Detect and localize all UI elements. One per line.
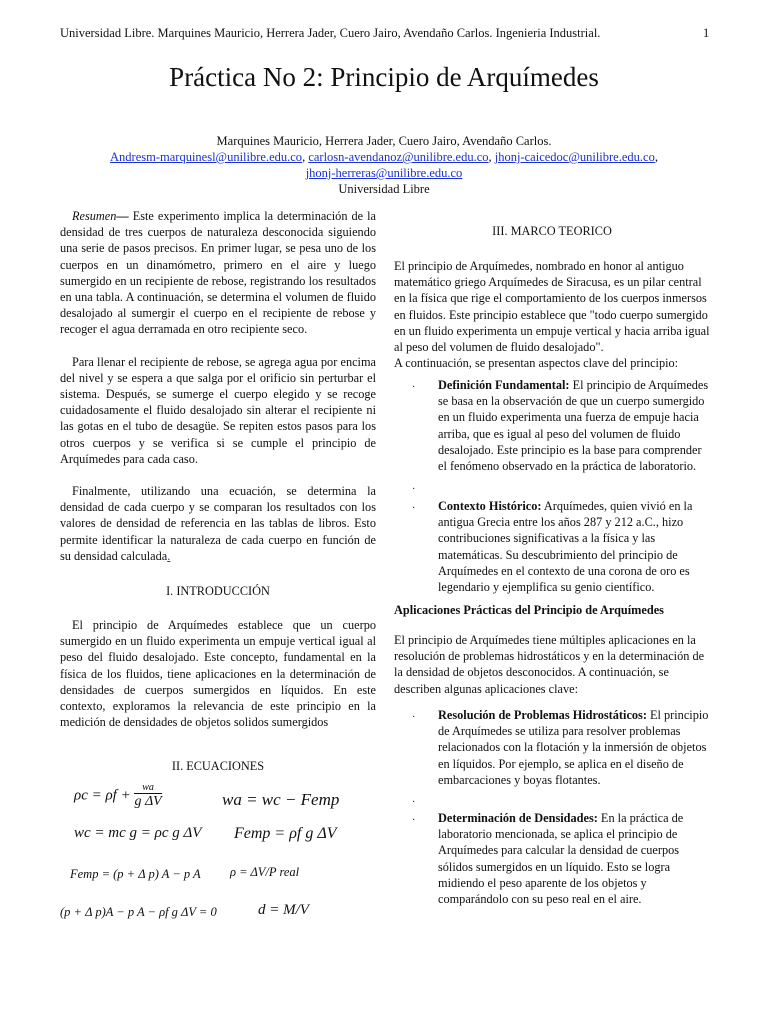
- equation-density-mass-volume: d = M/V: [258, 902, 309, 918]
- abstract-p2: Para llenar el recipiente de rebose, se agrega agua por encima del nivel y se espera a que salga por el orificio sin perturbar el sistema. Después, se sumerge el cuerpo elegido y se recoge cuidadosamente el fluido desalojado sin alterar el recipiente ni las gotas en el tubo de desagüe. Se repiten estos pasos para los otros cuerpos y se verifica si se cumple el principio de Arquímedes para cada caso.: [60, 354, 376, 466]
- item-2-title: Contexto Histórico:: [438, 499, 542, 513]
- item-3-title: Resolución de Problemas Hidrostáticos:: [438, 708, 647, 722]
- item-3-text: El principio de Arquímedes se utiliza para resolver problemas relacionados con la flotación y la inmersión de objetos en líquidos. Por ejemplo, se aplica en el diseño de embarcaciones y boyas flotantes.: [438, 708, 709, 787]
- bullet-3: ·: [412, 712, 416, 723]
- equation-apparent-weight: wa = wc − Femp: [222, 790, 340, 809]
- section-heading-marco: III. MARCO TEORICO: [492, 224, 612, 238]
- list-item-contexto: [438, 498, 710, 595]
- affiliation: Universidad Libre: [338, 182, 430, 196]
- equation-density: [74, 782, 162, 810]
- list-item-hidrostaticos: [438, 707, 710, 788]
- author-block: Marquines Mauricio, Herrera Jader, Cuero Jairo, Avendaño Carlos. Andresm-marquinesl@unilibre.edu.co, carlosn-avendanoz@unilibre.edu.co, jhonj-caicedoc@unilibre.edu.co, jhonj-herreras@unilibre.edu.co Universidad Libre: [0, 133, 768, 197]
- section-heading-equations: II. ECUACIONES: [171, 759, 265, 773]
- abstract-p3-end: .: [167, 548, 171, 563]
- item-2-text: Arquímedes, quien vivió en la antigua Grecia entre los años 287 y 212 a.C., hizo contribuciones significativas a la física y las matemáticas. Su descubrimiento del principio de Arquímedes en el contexto de una corona de oro es legendario y ejemplifica su genio científico.: [438, 499, 693, 595]
- paper-title: Práctica No 2: Principio de Arquímedes: [169, 62, 599, 92]
- section-heading-intro: I. INTRODUCCIÓN: [166, 584, 270, 598]
- marco-lead: A continuación, se presentan aspectos clave del principio:: [394, 356, 679, 371]
- running-header: Universidad Libre. Marquines Mauricio, Herrera Jader, Cuero Jairo, Avendaño Carlos. Ingenieria Industrial.: [60, 26, 601, 40]
- bullet-spacer-1: ·: [412, 484, 416, 495]
- equation-rho-ratio: ρ = ΔV/P real: [230, 865, 300, 879]
- marco-intro: [394, 258, 710, 371]
- item-1-title: Definición Fundamental:: [438, 378, 570, 392]
- bullet-1: ·: [412, 382, 416, 393]
- abstract-p3: Finalmente, utilizando una ecuación, se determina la densidad de cada cuerpo y se comparan los resultados con los valores de densidad de referencia en las tablas de libros. Esto permite identificar la naturaleza de cada cuerpo en función de su densidad calculada: [60, 484, 376, 563]
- equation-equilibrium: (p + Δ p)A − p A − ρf g ΔV = 0: [60, 905, 217, 919]
- equation-buoyancy: Femp = ρf g ΔV: [234, 825, 337, 842]
- item-4-title: Determinación de Densidades:: [438, 811, 598, 825]
- intro-text: [60, 617, 376, 730]
- bullet-2: ·: [412, 503, 416, 514]
- author-names: Marquines Mauricio, Herrera Jader, Cuero Jairo, Avendaño Carlos.: [216, 134, 552, 148]
- abstract-p1: Este experimento implica la determinación de la densidad de tres cuerpos de naturaleza desconocida siguiendo una serie de pasos precisos. En primer lugar, se pesa uno de los cuerpos en un dinamómetro, primero en el aire y luego sumergido en un recipiente de rebose, registrando los resultados en una tabla. A continuación, se determina el volumen de fluido desalojado al sumergir el cuerpo en el recipiente de rebose y recoger el agua derramada en otro recipiente seco.: [60, 209, 376, 337]
- email-link-2[interactable]: carlosn-avendanoz@unilibre.edu.co: [308, 150, 489, 164]
- abstract-label: Resumen: [72, 209, 117, 223]
- intro-paragraph: El principio de Arquímedes establece que un cuerpo sumergido en un fluido experimenta un empuje vertical igual al peso del fluido desalojado. Este concepto, fundamental en la física de los fluidos, tiene aplicaciones en la determinación de densidades de cuerpos sumergidos en líquidos. En este contexto, exploramos la relevancia de este principio en la medición de densidades de objetos solidos sumergidos: [60, 618, 376, 730]
- eq1-lhs: ρc = ρf +: [74, 787, 135, 804]
- eq1-denominator: g ΔV: [134, 794, 162, 809]
- page-number: 1: [703, 26, 710, 40]
- aplicaciones-intro: El principio de Arquímedes tiene múltiples aplicaciones en la resolución de problemas hidrostáticos y en la determinación de la densidad de objetos desconocidos. A continuación, se describen algunas aplicaciones clave:: [394, 633, 705, 696]
- bullet-4: ·: [412, 815, 416, 826]
- equation-pressure-force: Femp = (p + Δ p) A − p A: [70, 867, 201, 881]
- eq1-numerator: wa: [134, 782, 161, 794]
- item-4-text: En la práctica de laboratorio mencionada, se aplica el principio de Arquímedes para calcular la densidad de cuerpos sólidos sumergidos en un líquido. Esto se logra midiendo el peso aparente de los objetos y comparándolo con su peso real en el aire.: [438, 811, 684, 907]
- abstract-dash: —: [116, 209, 129, 223]
- email-link-1[interactable]: Andresm-marquinesl@unilibre.edu.co: [110, 150, 303, 164]
- item-1-text: El principio de Arquímedes se basa en la observación de que un cuerpo sumergido en un fluido experimenta una fuerza de empuje hacia arriba, que es igual al peso del volumen de fluido desalojado. Este principio es la base para comprender el fenómeno observado en la práctica de laboratorio.: [438, 378, 709, 474]
- subheading-aplicaciones: Aplicaciones Prácticas del Principio de Arquímedes: [394, 603, 664, 617]
- list-item-densidades: [438, 810, 710, 907]
- equation-weight: wc = mc g = ρc g ΔV: [74, 825, 202, 841]
- abstract: [60, 208, 376, 564]
- list-item-definicion: [438, 377, 710, 474]
- email-link-3[interactable]: jhonj-caicedoc@unilibre.edu.co: [494, 150, 655, 164]
- bullet-spacer-2: ·: [412, 797, 416, 808]
- email-link-4[interactable]: jhonj-herreras@unilibre.edu.co: [305, 166, 463, 180]
- marco-intro-text: El principio de Arquímedes, nombrado en honor al antiguo matemático griego Arquímedes de Siracusa, es un pilar central en la física que rige el comportamiento de los cuerpos inmersos en fluidos. Este principio establece que "todo cuerpo sumergido en un fluido experimenta un empuje vertical y hacia arriba igual al peso del volumen de fluido desalojado".: [394, 259, 710, 355]
